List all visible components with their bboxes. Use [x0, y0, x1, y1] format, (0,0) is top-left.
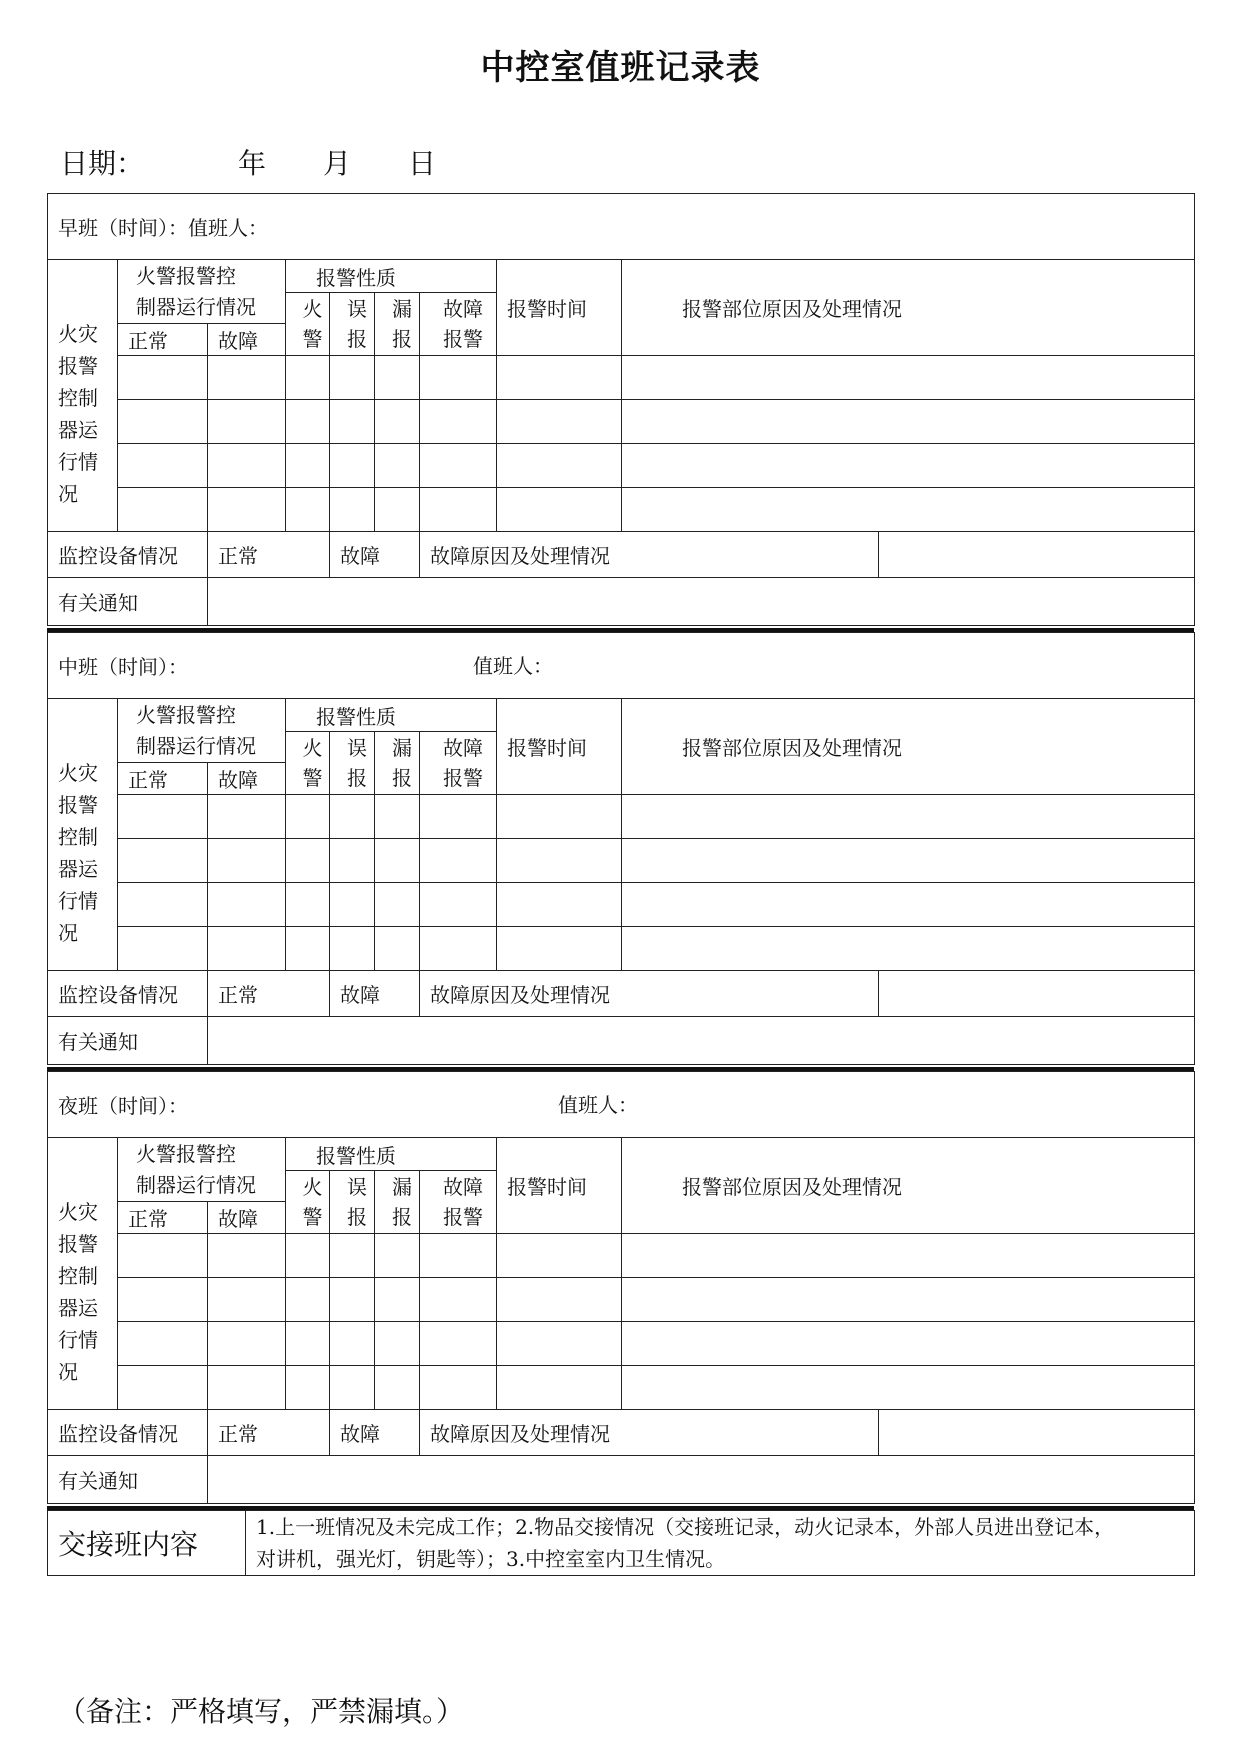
handover-text-line2: 对讲机，强光灯，钥匙等）；3.中控室室内卫生情况。	[256, 1547, 726, 1571]
record-cell[interactable]	[622, 1234, 1195, 1278]
handover-table	[47, 1510, 1195, 1576]
record-cell[interactable]	[622, 839, 1195, 883]
record-cell[interactable]	[330, 927, 375, 971]
record-cell[interactable]	[286, 444, 330, 488]
record-cell[interactable]	[208, 1322, 286, 1366]
record-cell[interactable]	[420, 356, 497, 400]
date-row	[60, 142, 660, 182]
missed-alarm-header: 漏 报	[375, 293, 420, 356]
handover-content	[246, 1511, 1195, 1576]
record-cell[interactable]	[375, 488, 420, 532]
record-cell[interactable]	[330, 1322, 375, 1366]
record-row	[48, 356, 1195, 400]
record-cell[interactable]	[420, 1234, 497, 1278]
record-cell[interactable]	[420, 839, 497, 883]
record-cell[interactable]	[375, 839, 420, 883]
fire-alarm-controller-side-label: 火灾 报警 控制 器运 行情 况	[48, 699, 118, 971]
record-cell[interactable]	[622, 1278, 1195, 1322]
record-cell[interactable]	[208, 839, 286, 883]
record-cell[interactable]	[375, 883, 420, 927]
monitoring-reason-input[interactable]	[879, 532, 1195, 578]
record-cell[interactable]	[375, 1234, 420, 1278]
fault-header: 故障	[208, 324, 286, 356]
record-cell[interactable]	[118, 839, 208, 883]
record-cell[interactable]	[497, 1234, 622, 1278]
record-cell[interactable]	[420, 1366, 497, 1410]
record-cell[interactable]	[622, 1366, 1195, 1410]
date-label: 日期：	[60, 147, 145, 180]
record-row	[48, 883, 1195, 927]
record-row	[48, 1322, 1195, 1366]
monitoring-reason-label: 故障原因及处理情况	[420, 532, 879, 578]
monitoring-reason-input[interactable]	[879, 1410, 1195, 1456]
false-alarm-header: 误 报	[330, 1171, 375, 1234]
alarm-location-header: 报警部位原因及处理情况	[622, 699, 1195, 795]
record-cell[interactable]	[208, 400, 286, 444]
record-row	[48, 1366, 1195, 1410]
record-row	[48, 1234, 1195, 1278]
record-cell[interactable]	[497, 1322, 622, 1366]
record-cell[interactable]	[208, 356, 286, 400]
record-row	[48, 795, 1195, 839]
record-cell[interactable]	[497, 400, 622, 444]
alarm-location-header: 报警部位原因及处理情况	[622, 1138, 1195, 1234]
alarm-nature-header: 报警性质	[286, 260, 497, 293]
notice-label: 有关通知	[48, 1017, 208, 1065]
handover-label: 交接班内容	[48, 1511, 246, 1576]
monitoring-label: 监控设备情况	[48, 1410, 208, 1456]
record-cell[interactable]	[286, 927, 330, 971]
fire-alarm-header: 火 警	[286, 732, 330, 795]
record-cell[interactable]	[375, 795, 420, 839]
shift-header[interactable]	[48, 194, 1195, 260]
record-cell[interactable]	[497, 1366, 622, 1410]
record-cell[interactable]	[497, 356, 622, 400]
record-cell[interactable]	[208, 444, 286, 488]
record-cell[interactable]	[375, 1322, 420, 1366]
record-cell[interactable]	[118, 444, 208, 488]
record-cell[interactable]	[420, 1322, 497, 1366]
record-cell[interactable]	[330, 488, 375, 532]
record-cell[interactable]	[118, 883, 208, 927]
record-cell[interactable]	[330, 1278, 375, 1322]
record-cell[interactable]	[330, 444, 375, 488]
record-cell[interactable]	[118, 927, 208, 971]
controller-status-header: 火警报警控 制器运行情况	[118, 1138, 286, 1202]
record-cell[interactable]	[118, 400, 208, 444]
monitoring-label: 监控设备情况	[48, 971, 208, 1017]
form-title: 中控室值班记录表	[480, 48, 761, 88]
record-cell[interactable]	[286, 400, 330, 444]
monitoring-reason-label: 故障原因及处理情况	[420, 971, 879, 1017]
notice-input[interactable]	[208, 1456, 1195, 1504]
record-cell[interactable]	[497, 488, 622, 532]
notice-label: 有关通知	[48, 578, 208, 626]
alarm-location-header: 报警部位原因及处理情况	[622, 260, 1195, 356]
fault-alarm-header: 故障 报警	[420, 293, 497, 356]
record-cell[interactable]	[118, 488, 208, 532]
record-cell[interactable]	[375, 1278, 420, 1322]
record-cell[interactable]	[375, 927, 420, 971]
record-cell[interactable]	[497, 883, 622, 927]
record-cell[interactable]	[420, 444, 497, 488]
record-cell[interactable]	[420, 1278, 497, 1322]
fire-alarm-controller-side-label: 火灾 报警 控制 器运 行情 况	[48, 1138, 118, 1410]
record-row	[48, 927, 1195, 971]
record-cell[interactable]	[208, 1278, 286, 1322]
record-cell[interactable]	[622, 883, 1195, 927]
record-row	[48, 488, 1195, 532]
record-cell[interactable]	[497, 927, 622, 971]
alarm-time-header: 报警时间	[497, 260, 622, 356]
fault-alarm-header: 故障 报警	[420, 1171, 497, 1234]
record-cell[interactable]	[622, 356, 1195, 400]
fault-header: 故障	[208, 1202, 286, 1234]
record-cell[interactable]	[286, 488, 330, 532]
handover-text-line1: 1.上一班情况及未完成工作；2.物品交接情况（交接班记录，动火记录本，外部人员进出登记本，	[256, 1515, 1115, 1539]
record-cell[interactable]	[330, 1366, 375, 1410]
record-cell[interactable]	[118, 1234, 208, 1278]
record-cell[interactable]	[208, 1366, 286, 1410]
fire-alarm-controller-side-label: 火灾 报警 控制 器运 行情 况	[48, 260, 118, 532]
duty-person-label: 值班人：	[473, 654, 553, 678]
record-cell[interactable]	[622, 927, 1195, 971]
alarm-time-header: 报警时间	[497, 1138, 622, 1234]
record-cell[interactable]	[622, 400, 1195, 444]
shift-label: 中班（时间）：	[58, 655, 188, 679]
notice-input[interactable]	[208, 578, 1195, 626]
shift-table-early	[47, 193, 1195, 626]
controller-status-header: 火警报警控 制器运行情况	[118, 699, 286, 763]
record-cell[interactable]	[622, 444, 1195, 488]
duty-record-sheet	[47, 193, 1194, 1576]
monitoring-fault[interactable]: 故障	[330, 532, 420, 578]
fire-alarm-header: 火 警	[286, 1171, 330, 1234]
shift-header[interactable]	[48, 1072, 1195, 1138]
monitoring-reason-label: 故障原因及处理情况	[420, 1410, 879, 1456]
record-cell[interactable]	[208, 927, 286, 971]
shift-header[interactable]	[48, 633, 1195, 699]
fault-header: 故障	[208, 763, 286, 795]
remarks-note: （备注：严格填写，严禁漏填。）	[58, 1695, 465, 1728]
alarm-nature-header: 报警性质	[286, 699, 497, 732]
shift-label: 夜班（时间）：	[58, 1094, 188, 1118]
record-cell[interactable]	[497, 795, 622, 839]
record-cell[interactable]	[286, 356, 330, 400]
record-cell[interactable]	[118, 1322, 208, 1366]
record-cell[interactable]	[497, 1278, 622, 1322]
missed-alarm-header: 漏 报	[375, 732, 420, 795]
record-cell[interactable]	[286, 1322, 330, 1366]
record-cell[interactable]	[118, 1366, 208, 1410]
record-cell[interactable]	[622, 488, 1195, 532]
normal-header: 正常	[118, 763, 208, 795]
monitoring-fault[interactable]: 故障	[330, 971, 420, 1017]
normal-header: 正常	[118, 1202, 208, 1234]
record-cell[interactable]	[330, 883, 375, 927]
record-cell[interactable]	[208, 883, 286, 927]
record-row	[48, 400, 1195, 444]
false-alarm-header: 误 报	[330, 732, 375, 795]
record-cell[interactable]	[375, 1366, 420, 1410]
false-alarm-header: 误 报	[330, 293, 375, 356]
record-cell[interactable]	[118, 795, 208, 839]
record-cell[interactable]	[286, 1278, 330, 1322]
record-cell[interactable]	[286, 839, 330, 883]
record-cell[interactable]	[330, 839, 375, 883]
record-cell[interactable]	[286, 1366, 330, 1410]
record-cell[interactable]	[622, 1322, 1195, 1366]
missed-alarm-header: 漏 报	[375, 1171, 420, 1234]
shift-table-middle	[47, 632, 1195, 1065]
record-cell[interactable]	[286, 883, 330, 927]
fire-alarm-header: 火 警	[286, 293, 330, 356]
monitoring-normal[interactable]: 正常	[208, 971, 330, 1017]
record-cell[interactable]	[375, 356, 420, 400]
year-label: 年	[238, 147, 267, 180]
record-cell[interactable]	[420, 795, 497, 839]
alarm-time-header: 报警时间	[497, 699, 622, 795]
record-cell[interactable]	[208, 488, 286, 532]
fault-alarm-header: 故障 报警	[420, 732, 497, 795]
duty-person-label: 值班人：	[558, 1093, 638, 1117]
record-cell[interactable]	[330, 356, 375, 400]
record-cell[interactable]	[208, 795, 286, 839]
notice-input[interactable]	[208, 1017, 1195, 1065]
normal-header: 正常	[118, 324, 208, 356]
record-cell[interactable]	[286, 795, 330, 839]
shift-table-night	[47, 1071, 1195, 1504]
record-cell[interactable]	[330, 1234, 375, 1278]
month-label: 月	[323, 147, 352, 180]
record-cell[interactable]	[497, 839, 622, 883]
record-cell[interactable]	[330, 795, 375, 839]
record-cell[interactable]	[375, 400, 420, 444]
record-row	[48, 839, 1195, 883]
monitoring-normal[interactable]: 正常	[208, 1410, 330, 1456]
record-cell[interactable]	[622, 795, 1195, 839]
record-cell[interactable]	[118, 356, 208, 400]
monitoring-normal[interactable]: 正常	[208, 532, 330, 578]
notice-label: 有关通知	[48, 1456, 208, 1504]
record-cell[interactable]	[286, 1234, 330, 1278]
record-cell[interactable]	[420, 883, 497, 927]
record-cell[interactable]	[420, 488, 497, 532]
controller-status-header: 火警报警控 制器运行情况	[118, 260, 286, 324]
record-cell[interactable]	[330, 400, 375, 444]
monitoring-fault[interactable]: 故障	[330, 1410, 420, 1456]
record-cell[interactable]	[208, 1234, 286, 1278]
record-cell[interactable]	[118, 1278, 208, 1322]
record-cell[interactable]	[420, 400, 497, 444]
record-row	[48, 1278, 1195, 1322]
shift-label: 早班（时间）：值班人：	[58, 216, 268, 240]
day-label: 日	[408, 147, 437, 180]
monitoring-label: 监控设备情况	[48, 532, 208, 578]
record-cell[interactable]	[375, 444, 420, 488]
record-cell[interactable]	[497, 444, 622, 488]
monitoring-reason-input[interactable]	[879, 971, 1195, 1017]
record-row	[48, 444, 1195, 488]
alarm-nature-header: 报警性质	[286, 1138, 497, 1171]
record-cell[interactable]	[420, 927, 497, 971]
